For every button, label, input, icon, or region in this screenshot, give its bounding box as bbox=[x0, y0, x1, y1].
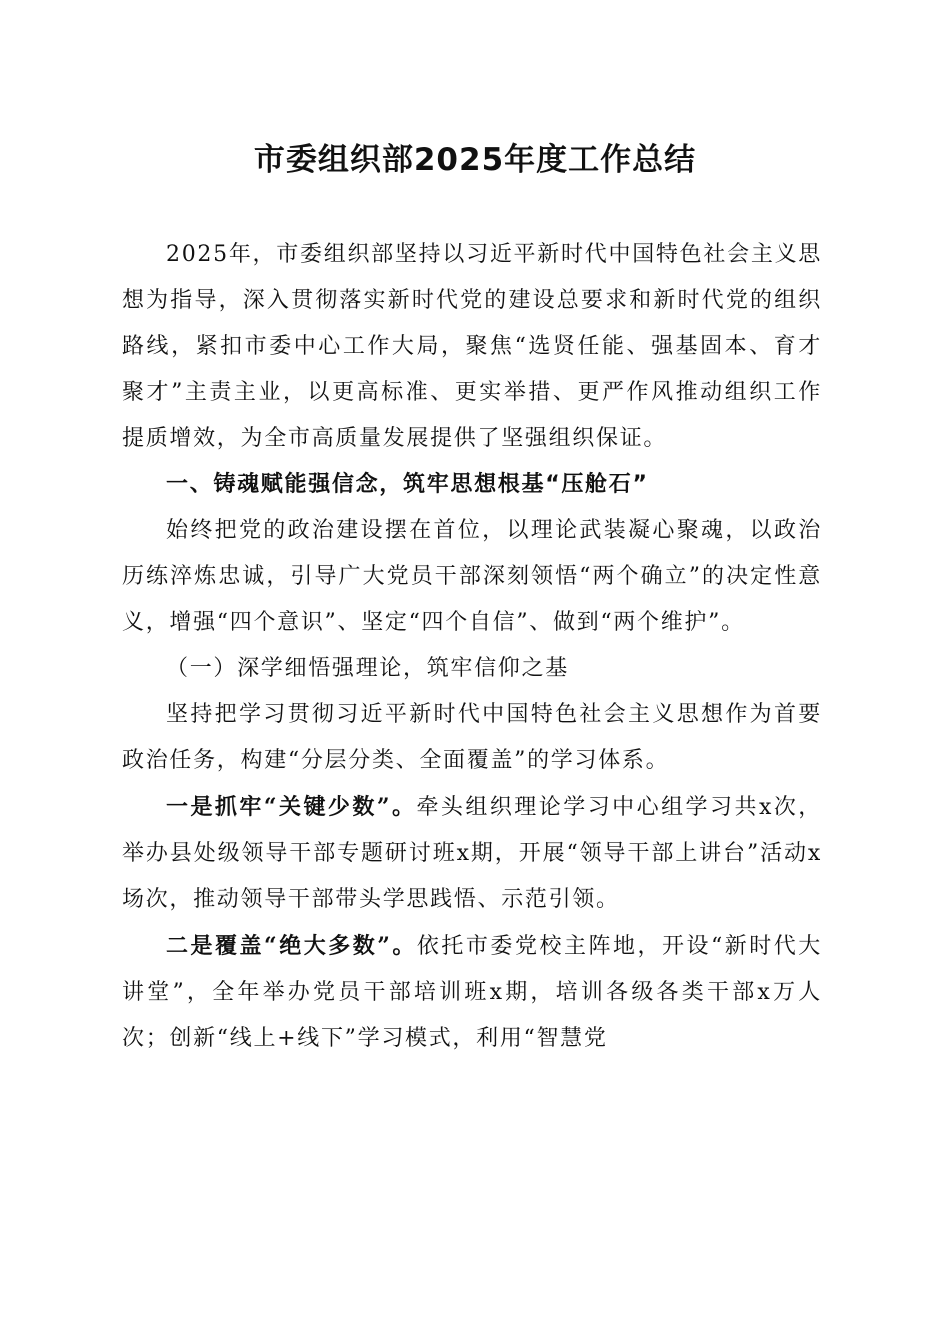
section-1-paragraph: 始终把党的政治建设摆在首位，以理论武装凝心聚魂，以政治历练淬炼忠诚，引导广大党员干部深刻领悟“两个确立”的决定性意义，增强“四个意识”、坚定“四个自信”、做到“两个维护”。 bbox=[122, 518, 822, 635]
document-title: 市委组织部2025年度工作总结 bbox=[253, 142, 697, 178]
point-2-text: 依托市委党校主阵地，开设“新时代大讲堂”，全年举办党员干部培训班x期，培训各级各类干部x万人次；创新“线上+线下”学习模式，利用“智慧党 bbox=[122, 934, 822, 1051]
subsection-1-paragraph: 坚持把学习贯彻习近平新时代中国特色社会主义思想作为首要政治任务，构建“分层分类、全面覆盖”的学习体系。 bbox=[122, 702, 822, 773]
point-1-lead: 一是抓牢“关键少数”。 bbox=[166, 794, 417, 820]
section-heading-1: 一、铸魂赋能强信念，筑牢思想根基“压舱石” bbox=[166, 472, 649, 497]
document-body bbox=[122, 232, 822, 1062]
point-1-paragraph bbox=[122, 784, 822, 923]
point-2-paragraph bbox=[122, 923, 822, 1062]
point-1-text: 牵头组织理论学习中心组学习共x次，举办县处级领导干部专题研讨班x期，开展“领导干部上讲台”活动x场次，推动领导干部带头学思践悟、示范引领。 bbox=[122, 795, 822, 912]
intro-paragraph: 2025年，市委组织部坚持以习近平新时代中国特色社会主义思想为指导，深入贯彻落实新时代党的建设总要求和新时代党的组织路线，紧扣市委中心工作大局，聚焦“选贤任能、强基固本、育才聚才”主责主业，以更高标准、更实举措、更严作风推动组织工作提质增效，为全市高质量发展提供了坚强组织保证。 bbox=[122, 242, 822, 451]
subsection-heading-1: （一）深学细悟强理论，筑牢信仰之基 bbox=[166, 656, 569, 681]
point-2-lead: 二是覆盖“绝大多数”。 bbox=[166, 933, 417, 959]
